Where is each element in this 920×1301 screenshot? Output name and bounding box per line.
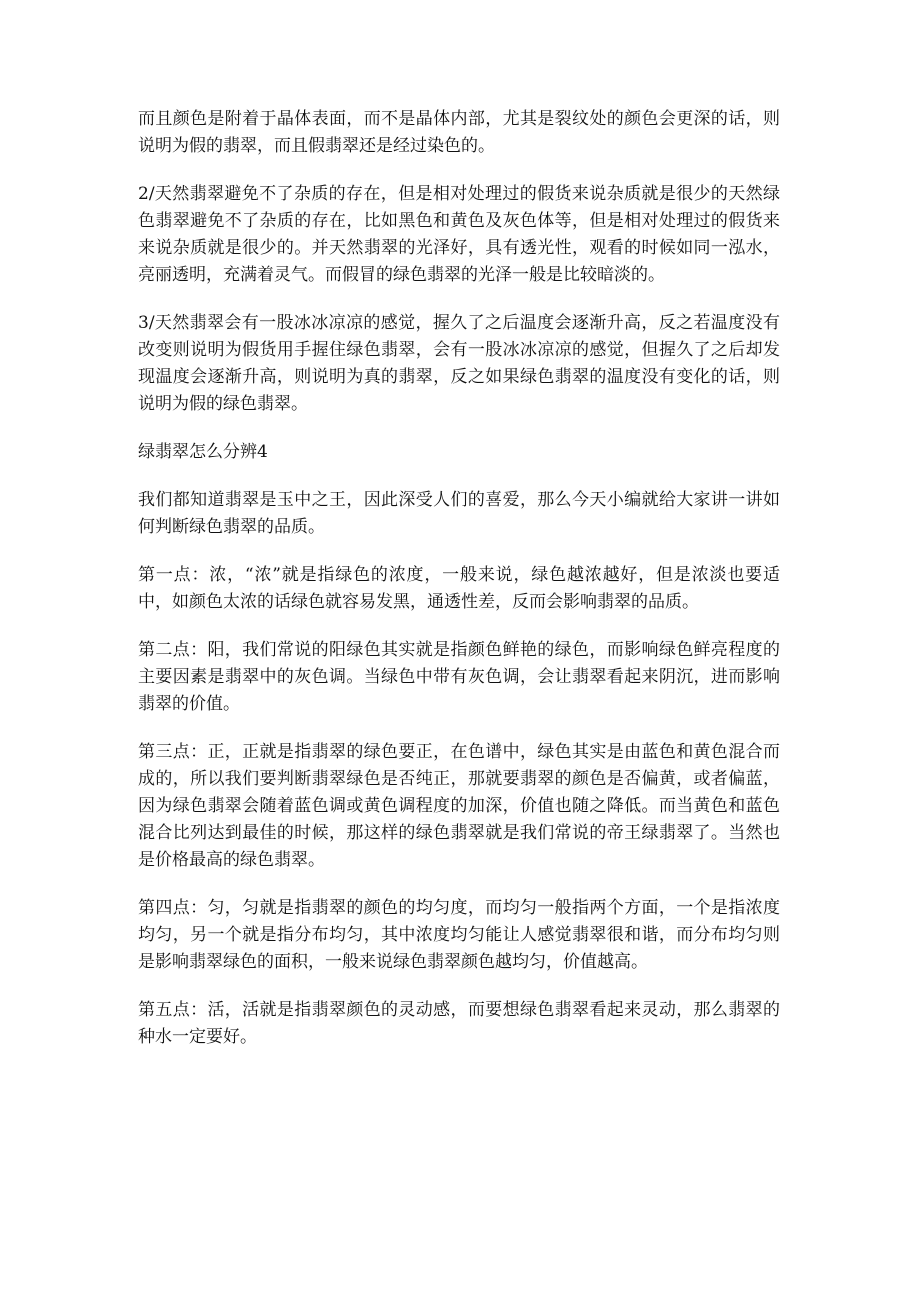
paragraph-point-4: 第四点：匀，匀就是指翡翠的颜色的均匀度，而均匀一般指两个方面，一个是指浓度均匀，另一个就是指分布均匀，其中浓度均匀能让人感觉翡翠很和谐，而分布均匀则是影响翡翠绿色的面积，一般来说绿色翡翠颜色越均匀，价值越高。 — [138, 898, 780, 972]
paragraph-temperature: 3/天然翡翠会有一股冰冰凉凉的感觉，握久了之后温度会逐渐升高，反之若温度没有改变则说明为假货用手握住绿色翡翠，会有一股冰冰凉凉的感觉，但握久了之后却发现温度会逐渐升高，则说明为真的翡翠，反之如果绿色翡翠的温度没有变化的话，则说明为假的绿色翡翠。 — [138, 313, 780, 414]
paragraph-dye-check: 而且颜色是附着于晶体表面，而不是晶体内部，尤其是裂纹处的颜色会更深的话，则说明为假的翡翠，而且假翡翠还是经过染色的。 — [138, 109, 780, 156]
paragraph-intro: 我们都知道翡翠是玉中之王，因此深受人们的喜爱，那么今天小编就给大家讲一讲如何判断绿色翡翠的品质。 — [138, 490, 780, 537]
paragraph-point-1: 第一点：浓，“浓”就是指绿色的浓度，一般来说，绿色越浓越好，但是浓淡也要适中，如颜色太浓的话绿色就容易发黑，通透性差，反而会影响翡翠的品质。 — [138, 565, 780, 612]
paragraph-point-3: 第三点：正，正就是指翡翠的绿色要正，在色谱中，绿色其实是由蓝色和黄色混合而成的，所以我们要判断翡翠绿色是否纯正，那就要翡翠的颜色是否偏黄，或者偏蓝，因为绿色翡翠会随着蓝色调或黄色调程度的加深，价值也随之降低。而当黄色和蓝色混合比列达到最佳的时候，那这样的绿色翡翠就是我们常说的帝王绿翡翠了。当然也是价格最高的绿色翡翠。 — [138, 742, 780, 870]
section-heading: 绿翡翠怎么分辨4 — [138, 442, 268, 462]
paragraph-point-2: 第二点：阳，我们常说的阳绿色其实就是指颜色鲜艳的绿色，而影响绿色鲜亮程度的主要因素是翡翠中的灰色调。当绿色中带有灰色调，会让翡翠看起来阴沉，进而影响翡翠的价值。 — [138, 640, 780, 714]
document-body — [138, 106, 780, 1072]
paragraph-impurities: 2/天然翡翠避免不了杂质的存在，但是相对处理过的假货来说杂质就是很少的天然绿色翡翠避免不了杂质的存在，比如黑色和黄色及灰色体等，但是相对处理过的假货来来说杂质就是很少的。并天然翡翠的光泽好，具有透光性，观看的时候如同一泓水，亮丽透明，充满着灵气。而假冒的绿色翡翠的光泽一般是比较暗淡的。 — [138, 184, 780, 285]
paragraph-point-5: 第五点：活，活就是指翡翠颜色的灵动感，而要想绿色翡翠看起来灵动，那么翡翠的种水一定要好。 — [138, 1000, 780, 1047]
